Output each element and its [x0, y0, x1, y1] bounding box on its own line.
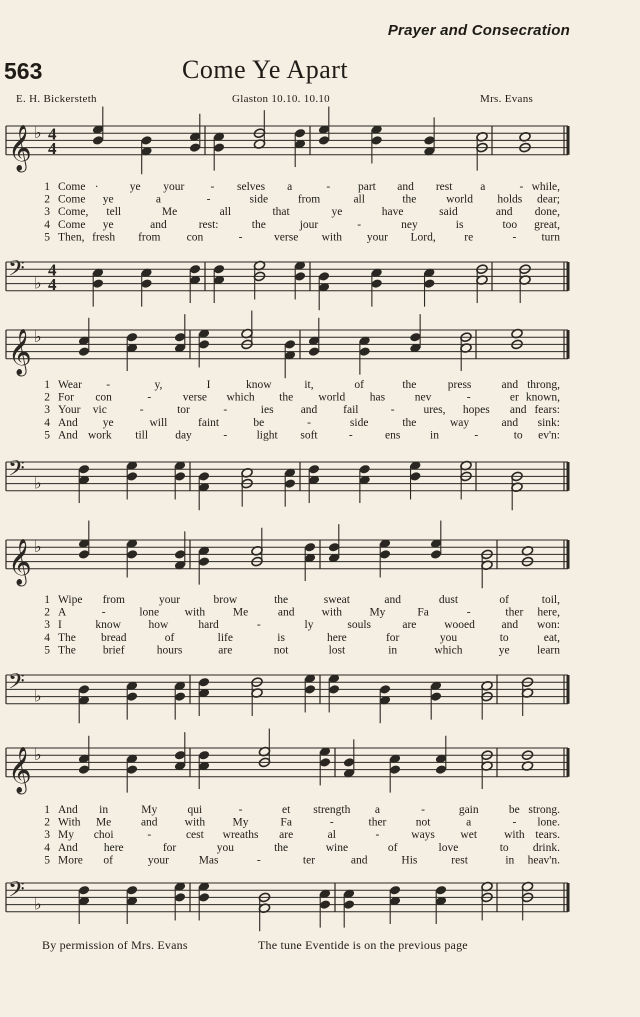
tune-credit: Glaston 10.10. 10.10	[232, 93, 330, 105]
lyric-syllable: Mas	[198, 854, 219, 867]
lyric-syllable: not	[273, 644, 289, 657]
lyric-syllable: done,	[534, 206, 560, 219]
lyric-syllable: how	[148, 619, 169, 632]
verse-number: 1	[44, 181, 50, 193]
lyric-syllable: your	[147, 854, 169, 867]
lyric-syllable: brief	[102, 644, 125, 657]
lyric-syllable: ies	[260, 404, 274, 417]
verse-number: 4	[44, 631, 50, 644]
lyric-syllable: -	[329, 816, 334, 829]
lyric-syllable: Me	[95, 816, 112, 829]
lyric-syllable: al	[327, 829, 336, 842]
bass-clef-icon: 𝄢	[8, 877, 25, 908]
verse-number: 5	[44, 854, 50, 867]
flat-icon: ♭	[34, 745, 42, 765]
lyric-syllable: not	[415, 816, 431, 829]
lyric-syllable: Fa	[280, 816, 292, 829]
lyric-syllable: which	[434, 644, 463, 657]
lyric-syllable: cest	[185, 829, 204, 842]
lyric-syllable: and	[397, 181, 414, 193]
lyric-syllable: ther	[505, 606, 524, 619]
lyric-syllable: tor	[177, 404, 190, 417]
lyric-syllable: said	[439, 206, 458, 219]
lyric-syllable: here,	[537, 606, 560, 619]
lyric-syllable: -	[206, 193, 211, 206]
lyric-syllable: press	[447, 379, 472, 391]
section-title: Prayer and Consecration	[387, 22, 570, 39]
lyric-syllable: from	[138, 231, 161, 244]
lyric-syllable: souls	[347, 619, 372, 632]
lyric-syllable: wine	[325, 841, 349, 854]
lyric-syllable: has	[369, 391, 386, 404]
lyric-syllable: sink:	[537, 416, 560, 429]
verse-number: 4	[44, 841, 50, 854]
lyric-syllable: ures,	[423, 404, 446, 417]
lyric-syllable: I	[58, 619, 62, 632]
lyric-syllable: with	[504, 829, 525, 842]
lyric-syllable: to	[513, 429, 523, 442]
lyric-syllable: turn	[541, 231, 560, 244]
verse-number: 4	[44, 416, 50, 429]
verse-number: 5	[44, 231, 50, 244]
lyric-syllable: et	[282, 804, 291, 816]
lyric-syllable: a	[287, 181, 293, 193]
lyric-syllable: fears:	[534, 404, 560, 417]
tune-note: The tune Eventide is on the previous page	[258, 938, 468, 952]
lyric-syllable: be	[508, 804, 520, 816]
lyric-syllable: a	[466, 816, 472, 829]
flat-icon: ♭	[34, 894, 42, 914]
lyric-syllable: throng,	[527, 379, 560, 391]
lyric-syllable: your	[163, 181, 185, 193]
verse-number: 2	[44, 816, 50, 829]
lyric-syllable: ways	[411, 829, 435, 842]
lyric-syllable: of	[387, 841, 398, 854]
lyric-syllable: I	[206, 379, 211, 391]
lyric-syllable: Your	[58, 404, 81, 417]
lyric-syllable: day	[175, 429, 192, 442]
lyric-syllable: to	[499, 631, 509, 644]
verse-number: 1	[44, 804, 50, 816]
verse-number: 2	[44, 193, 50, 206]
lyric-syllable: know	[95, 619, 121, 632]
lyric-syllable: drink.	[532, 841, 560, 854]
lyric-syllable: will	[149, 416, 168, 429]
lyric-syllable: con	[186, 231, 204, 244]
lyric-syllable: con	[95, 391, 112, 404]
lyric-syllable: your	[366, 231, 389, 244]
treble-clef-icon: 𝄞	[8, 746, 32, 793]
lyric-syllable: here	[103, 841, 124, 854]
lyric-syllable: -	[466, 391, 471, 404]
lyric-syllable: hours	[156, 644, 183, 657]
lyric-syllable: and	[509, 404, 527, 417]
lyric-syllable: -	[139, 404, 144, 417]
lyric-syllable: world	[318, 391, 346, 404]
lyric-syllable: and	[140, 816, 158, 829]
lyric-syllable: with	[184, 606, 206, 619]
lyric-syllable: For	[58, 391, 74, 404]
lyric-syllable: toil,	[541, 594, 560, 606]
lyric-syllable: -	[256, 619, 261, 632]
lyric-syllable: rest	[435, 181, 453, 193]
verse-number: 1	[44, 594, 50, 606]
lyric-syllable: ye	[102, 218, 114, 231]
lyric-syllable: ye	[498, 644, 510, 657]
lyric-syllable: My	[369, 606, 386, 619]
lyric-syllable: ens	[384, 429, 401, 442]
lyric-syllable: -	[238, 231, 243, 244]
lyric-syllable: verse	[182, 391, 208, 404]
lyric-syllable: the	[402, 193, 417, 206]
lyric-syllable: And	[58, 416, 78, 429]
lyric-syllable: -	[238, 804, 243, 816]
lyric-syllable: -	[256, 854, 261, 867]
lyric-syllable: of	[354, 379, 364, 391]
lyric-syllable: in	[388, 644, 398, 657]
verse-number: 5	[44, 429, 50, 442]
lyric-syllable: a	[480, 181, 486, 193]
verse-number: 1	[44, 379, 50, 391]
lyric-syllable: wreaths	[222, 829, 259, 842]
lyric-syllable: ev'n:	[538, 429, 560, 442]
lyric-syllable: selves	[237, 181, 266, 193]
lyric-syllable: ye	[129, 181, 141, 193]
bass-clef-icon: 𝄢	[8, 456, 25, 487]
lyric-syllable: -	[375, 829, 380, 842]
lyric-syllable: with	[184, 816, 206, 829]
lyric-syllable: known,	[525, 391, 560, 404]
bass-clef-icon: 𝄢	[8, 669, 25, 700]
lyric-syllable: dust	[438, 594, 459, 606]
lyric-syllable: which	[226, 391, 255, 404]
verse-number: 3	[44, 404, 50, 417]
lyric-syllable: the	[251, 218, 266, 231]
lyric-syllable: verse	[274, 231, 299, 244]
lyric-syllable: too	[502, 218, 518, 231]
lyric-syllable: a	[374, 804, 381, 816]
lyric-syllable: Come	[58, 181, 86, 193]
lyric-syllable: Lord,	[410, 231, 436, 244]
verse-number: 4	[44, 218, 50, 231]
verse-number: 5	[44, 644, 50, 657]
lyric-syllable: jour	[299, 218, 319, 231]
verse-number: 3	[44, 829, 50, 842]
lyric-syllable: of	[499, 594, 510, 606]
lyric-syllable: here	[326, 631, 347, 644]
lyric-syllable: of	[164, 631, 175, 644]
lyric-syllable: light	[256, 429, 278, 442]
lyric-syllable: side	[249, 193, 269, 206]
lyric-syllable: -	[421, 804, 426, 816]
lyric-syllable: vic	[92, 404, 107, 417]
lyric-syllable: And	[58, 804, 78, 816]
lyric-syllable: -	[474, 429, 479, 442]
lyric-syllable: With	[58, 816, 81, 829]
lyric-syllable: Fa	[417, 606, 429, 619]
lyric-syllable: holds	[497, 193, 523, 206]
lyric-syllable: strong.	[528, 804, 560, 816]
lyric-syllable: and	[501, 619, 519, 632]
lyric-syllable: side	[349, 416, 369, 429]
verse-number: 3	[44, 619, 50, 632]
lyric-syllable: Come	[58, 218, 86, 231]
lyric-syllable: -	[101, 606, 106, 619]
lyric-syllable: life	[217, 631, 233, 644]
lyric-syllable: -	[147, 391, 152, 404]
lyric-syllable: with	[321, 606, 343, 619]
lyric-syllable: world	[446, 193, 474, 206]
treble-clef-icon: 𝄞	[8, 538, 32, 585]
lyric-syllable: love	[438, 841, 459, 854]
lyric-syllable: from	[102, 594, 125, 606]
lyric-syllable: gain	[458, 804, 479, 816]
lyric-syllable: -	[210, 181, 215, 193]
lyric-syllable: -	[357, 218, 362, 231]
bass-clef-icon: 𝄢	[8, 256, 25, 287]
lyric-syllable: y,	[154, 379, 163, 391]
flat-icon: ♭	[34, 123, 42, 143]
lyric-syllable: The	[58, 644, 76, 657]
lyric-syllable: ·	[94, 181, 99, 193]
time-signature-top: 4	[48, 124, 57, 144]
lyric-syllable: soft	[300, 429, 318, 442]
lyric-syllable: Then,	[58, 231, 85, 244]
lyric-syllable: with	[321, 231, 343, 244]
lyric-syllable: ye	[102, 416, 114, 429]
lyric-syllable: for	[162, 841, 177, 854]
lyric-syllable: hard	[198, 619, 219, 632]
lyric-syllable: The	[58, 631, 76, 644]
lyric-syllable: and	[501, 416, 519, 429]
lyric-syllable: My	[232, 816, 249, 829]
lyric-syllable: the	[402, 416, 417, 429]
lyric-syllable: tell	[106, 206, 122, 219]
lyric-syllable: -	[147, 829, 152, 842]
lyric-syllable: qui	[187, 804, 203, 816]
lyric-syllable: Come,	[58, 206, 89, 219]
lyric-syllable: ther	[368, 816, 387, 829]
lyric-syllable: the	[402, 379, 417, 391]
lyric-syllable: work	[88, 429, 112, 442]
lyric-syllable: learn	[537, 644, 560, 657]
lyric-syllable: from	[297, 193, 321, 206]
lyric-syllable: the	[274, 594, 289, 606]
lyric-syllable: A	[58, 606, 67, 619]
permission-note: By permission of Mrs. Evans	[42, 938, 188, 952]
lyric-syllable: know	[246, 379, 272, 391]
lyric-syllable: faint	[198, 416, 220, 429]
lyric-syllable: way	[450, 416, 470, 429]
lyric-syllable: His	[401, 854, 418, 867]
lyric-syllable: in	[430, 429, 439, 442]
lyric-syllable: -	[519, 181, 524, 193]
lyric-syllable: lone	[139, 606, 160, 619]
lyric-syllable: in	[505, 854, 515, 867]
lyric-syllable: rest:	[198, 218, 219, 231]
lyric-syllable: My	[58, 829, 74, 842]
lyric-syllable: brow	[213, 594, 238, 606]
lyric-syllable: ly	[304, 619, 314, 632]
lyric-syllable: wet	[460, 829, 478, 842]
lyric-syllable: and	[350, 854, 368, 867]
lyric-syllable: all	[353, 193, 365, 206]
flat-icon: ♭	[34, 327, 42, 347]
lyric-syllable: tears.	[535, 829, 560, 842]
lyric-syllable: and	[501, 379, 519, 391]
lyric-syllable: ye	[331, 206, 343, 219]
lyric-syllable: it,	[304, 379, 314, 391]
verse-number: 3	[44, 206, 50, 219]
lyric-syllable: -	[307, 416, 311, 429]
lyric-syllable: -	[106, 379, 111, 391]
lyric-syllable: -	[326, 181, 331, 193]
lyric-syllable: the	[274, 841, 289, 854]
lyric-syllable: fresh	[92, 231, 116, 244]
flat-icon: ♭	[34, 273, 42, 293]
lyric-syllable: great,	[534, 218, 560, 231]
lyric-syllable: of	[103, 854, 113, 867]
lyric-syllable: fail	[343, 404, 359, 417]
lyric-syllable: and	[495, 206, 513, 219]
lyric-syllable: Me	[161, 206, 178, 219]
verse-number: 2	[44, 606, 50, 619]
lyric-syllable: and	[300, 404, 318, 417]
lyric-syllable: eat,	[543, 631, 560, 644]
lyric-syllable: is	[277, 631, 285, 644]
lyric-syllable: is	[455, 218, 464, 231]
hymn-title: Come Ye Apart	[182, 55, 349, 84]
lyric-syllable: -	[390, 404, 395, 417]
lyric-syllable: part	[357, 181, 376, 193]
lyric-syllable: strength	[313, 804, 351, 816]
time-signature-bottom: 4	[48, 138, 57, 158]
lyric-syllable: you	[216, 841, 234, 854]
lyric-syllable: Me	[232, 606, 249, 619]
lyric-syllable: have	[381, 206, 404, 219]
lyric-syllable: More	[58, 854, 83, 867]
lyric-syllable: Wipe	[58, 594, 83, 606]
time-signature-top: 4	[48, 260, 57, 280]
lyric-syllable: heav'n.	[527, 854, 560, 867]
lyric-syllable: nev	[414, 391, 432, 404]
lyric-syllable: er	[509, 391, 519, 404]
lyric-syllable: you	[439, 631, 458, 644]
lyric-syllable: choi	[93, 829, 114, 842]
lyric-syllable: And	[58, 429, 78, 442]
lyric-syllable: while,	[531, 181, 560, 193]
lyric-syllable: rest	[451, 854, 468, 867]
lyric-syllable: are	[279, 829, 294, 842]
lyric-syllable: wooed	[444, 619, 475, 632]
flat-icon: ♭	[34, 473, 42, 493]
lyric-syllable: your	[159, 594, 181, 606]
lyric-syllable: dear;	[537, 193, 560, 206]
lyric-syllable: a	[155, 193, 161, 206]
lyric-syllable: that	[272, 206, 290, 219]
lyric-syllable: be	[253, 416, 265, 429]
lyric-syllable: won:	[537, 619, 560, 632]
lyric-syllable: ney	[401, 218, 418, 231]
lyric-syllable: for	[385, 631, 400, 644]
lyric-syllable: sweat	[323, 594, 350, 606]
lyric-syllable: the	[279, 391, 294, 404]
lyric-syllable: ye	[102, 193, 114, 206]
lyric-syllable: And	[58, 841, 78, 854]
lyric-syllable: lone.	[537, 816, 560, 829]
lyric-syllable: -	[223, 429, 228, 442]
lyric-syllable: ter	[302, 854, 316, 867]
lyric-syllable: and	[384, 594, 401, 606]
lyric-syllable: in	[99, 804, 109, 816]
lyric-syllable: and	[150, 218, 167, 231]
lyric-syllable: -	[348, 429, 353, 442]
lyric-syllable: bread	[101, 631, 127, 644]
lyric-syllable: My	[141, 804, 158, 816]
flat-icon: ♭	[34, 686, 42, 706]
lyric-syllable: all	[219, 206, 232, 219]
lyric-syllable: to	[499, 841, 509, 854]
lyric-syllable: are	[402, 619, 417, 632]
flat-icon: ♭	[34, 537, 42, 557]
time-signature-bottom: 4	[48, 274, 57, 294]
lyric-syllable: -	[512, 816, 517, 829]
lyric-syllable: Come	[58, 193, 86, 206]
lyric-syllable: -	[512, 231, 517, 244]
lyric-syllable: -	[223, 404, 228, 417]
lyric-syllable: are	[218, 644, 233, 657]
lyric-syllable: re	[464, 231, 474, 244]
treble-clef-icon: 𝄞	[8, 124, 32, 171]
lyric-syllable: Wear	[58, 379, 82, 391]
verse-number: 2	[44, 391, 50, 404]
treble-clef-icon: 𝄞	[8, 328, 32, 375]
lyric-syllable: hopes	[462, 404, 490, 417]
lyric-syllable: till	[135, 429, 149, 442]
author-credit: E. H. Bickersteth	[16, 93, 97, 105]
hymn-number: 563	[4, 58, 43, 84]
lyric-syllable: and	[277, 606, 295, 619]
lyric-syllable: lost	[328, 644, 346, 657]
composer-credit: Mrs. Evans	[480, 93, 534, 105]
lyric-syllable: -	[466, 606, 471, 619]
